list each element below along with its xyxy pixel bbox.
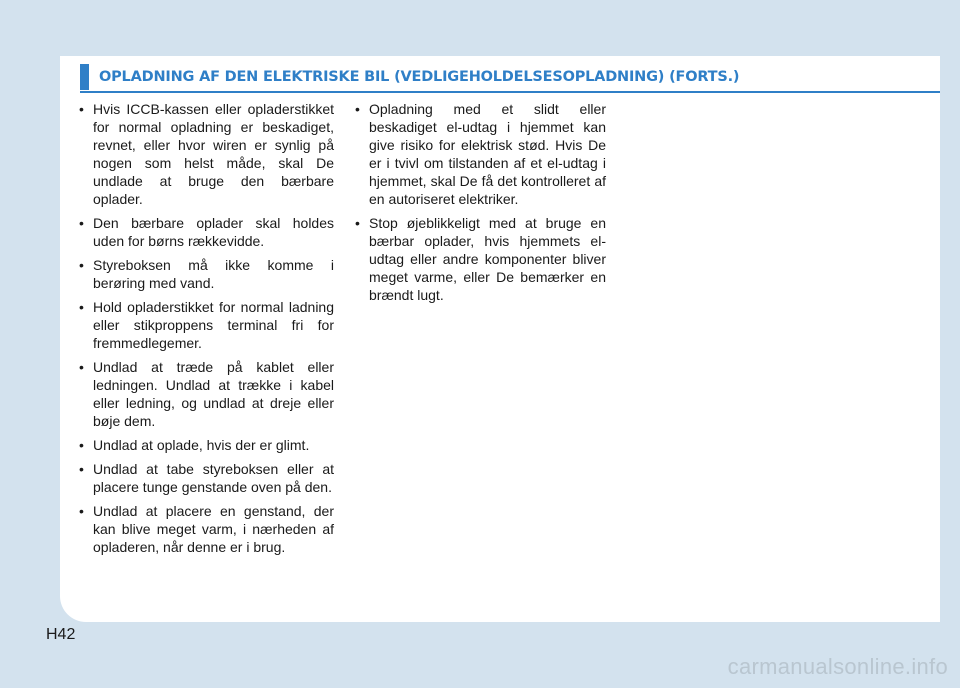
bullet-icon: • — [355, 101, 360, 117]
header-accent-bar — [80, 64, 89, 90]
list-item-text: Hold opladerstikket for normal ladning eller stikproppens terminal fri for fremmedlegemer. — [93, 299, 334, 351]
bullet-icon: • — [79, 461, 84, 477]
list-item — [355, 100, 606, 208]
list-item-text: Undlad at træde på kablet eller ledningen. Undlad at trække i kabel eller ledning, og undlad at dreje eller bøje dem. — [93, 359, 334, 429]
list-item — [79, 214, 334, 250]
list-item-text: Styreboksen må ikke komme i berøring med vand. — [93, 257, 334, 291]
bullet-icon: • — [79, 437, 84, 453]
list-item-text: Stop øjeblikkeligt med at bruge en bærbar oplader, hvis hjemmets el-udtag eller andre komponenter bliver meget varme, eller De bemærker en brændt lugt. — [369, 215, 606, 303]
list-item — [355, 214, 606, 304]
list-item — [79, 460, 334, 496]
left-column-list — [79, 100, 334, 562]
page-number: H42 — [46, 626, 76, 643]
bullet-icon: • — [79, 215, 84, 231]
watermark-text: carmanualsonline.info — [727, 654, 948, 679]
list-item — [79, 436, 334, 454]
list-item-text: Undlad at oplade, hvis der er glimt. — [93, 437, 310, 453]
bullet-icon: • — [79, 359, 84, 375]
list-item-text: Undlad at placere en genstand, der kan blive meget varm, i nærheden af opladeren, når denne er i brug. — [93, 503, 334, 555]
bullet-icon: • — [79, 299, 84, 315]
right-column-list — [355, 100, 606, 310]
list-item — [79, 298, 334, 352]
list-item-text: Undlad at tabe styreboksen eller at placere tunge genstande oven på den. — [93, 461, 334, 495]
bullet-icon: • — [79, 257, 84, 273]
header-divider — [80, 91, 940, 93]
list-item-text: Hvis ICCB-kassen eller opladerstikket for normal opladning er beskadiget, revnet, eller hvor wiren er synlig på nogen som helst måde, skal De undlade at bruge den bærbare oplader. — [93, 101, 334, 207]
list-item — [79, 358, 334, 430]
list-item — [79, 100, 334, 208]
section-title: OPLADNING AF DEN ELEKTRISKE BIL (VEDLIGEHOLDELSESOPLADNING) (FORTS.) — [99, 69, 740, 85]
list-item — [79, 256, 334, 292]
list-item-text: Opladning med et slidt eller beskadiget el-udtag i hjemmet kan give risiko for elektrisk stød. Hvis De er i tvivl om tilstanden af et el-udtag i hjemmet, skal De få det kontrolleret af en autoriseret elektriker. — [369, 101, 606, 207]
bullet-icon: • — [355, 215, 360, 231]
list-item-text: Den bærbare oplader skal holdes uden for børns rækkevidde. — [93, 215, 334, 249]
bullet-icon: • — [79, 101, 84, 117]
bullet-icon: • — [79, 503, 84, 519]
list-item — [79, 502, 334, 556]
